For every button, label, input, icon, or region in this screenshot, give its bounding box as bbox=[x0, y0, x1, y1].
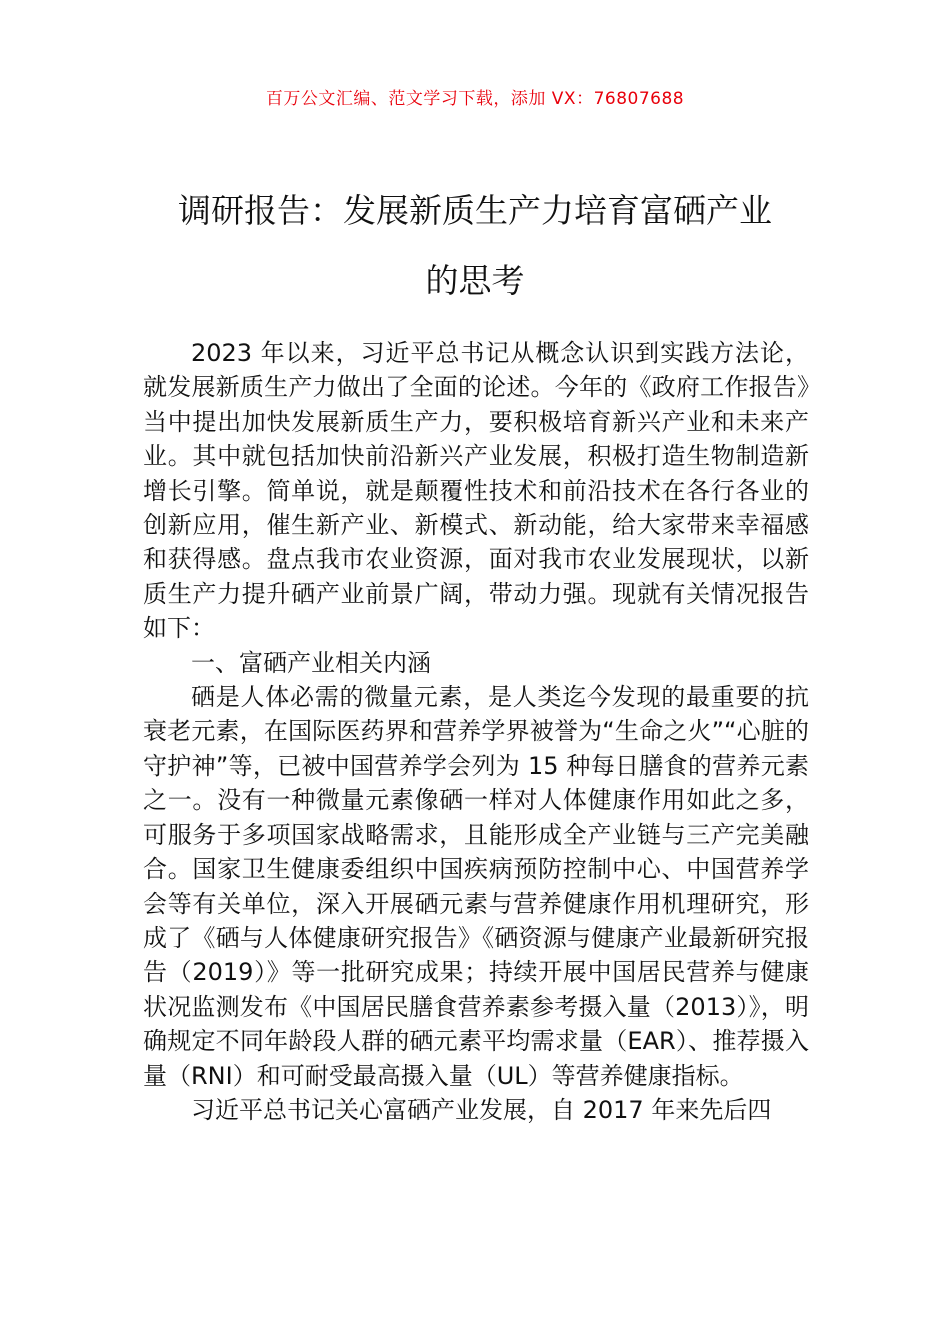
title-line-1: 调研报告：发展新质生产力培育富硒产业 bbox=[178, 191, 772, 230]
paragraph-intro: 2023 年以来，习近平总书记从概念认识到实践方法论，就发展新质生产力做出了全面的论述。今年的《政府工作报告》当中提出加快发展新质生产力，要积极培育新兴产业和未来产业。其中就包括加快前沿新兴产业发展，积极打造生物制造新增长引擎。简单说，就是颠覆性技术和前沿技术在各行各业的创新应用，催生新产业、新模式、新动能，给大家带来幸福感和获得感。盘点我市农业资源，面对我市农业发展现状，以新质生产力提升硒产业前景广阔，带动力强。现就有关情况报告如下： bbox=[143, 339, 809, 643]
document-body bbox=[143, 336, 809, 1127]
title-line-2: 的思考 bbox=[425, 261, 525, 300]
document-title bbox=[100, 176, 850, 316]
paragraph-selenium: 硒是人体必需的微量元素，是人类迄今发现的最重要的抗衰老元素，在国际医药界和营养学界被誉为“生命之火”“心脏的守护神”等，已被中国营养学会列为 15 种每日膳食的营养元素之一。没有一种微量元素像硒一样对人体健康作用如此之多，可服务于多项国家战略需求，且能形成全产业链与三产完美融合。国家卫生健康委组织中国疾病预防控制中心、中国营养学会等有关单位，深入开展硒元素与营养健康作用机理研究，形成了《硒与人体健康研究报告》《硒资源与健康产业最新研究报告（2019）》等一批研究成果；持续开展中国居民营养与健康状况监测发布《中国居民膳食营养素参考摄入量（2013）》，明确规定不同年龄段人群的硒元素平均需求量（EAR）、推荐摄入量（RNI）和可耐受最高摄入量（UL）等营养健康指标。 bbox=[143, 683, 809, 1090]
section-heading-1: 一、富硒产业相关内涵 bbox=[191, 648, 431, 677]
paragraph-continuation: 习近平总书记关心富硒产业发展，自 2017 年来先后四 bbox=[191, 1095, 772, 1124]
header-note: 百万公文汇编、范文学习下载，添加 VX：76807688 bbox=[265, 89, 685, 109]
